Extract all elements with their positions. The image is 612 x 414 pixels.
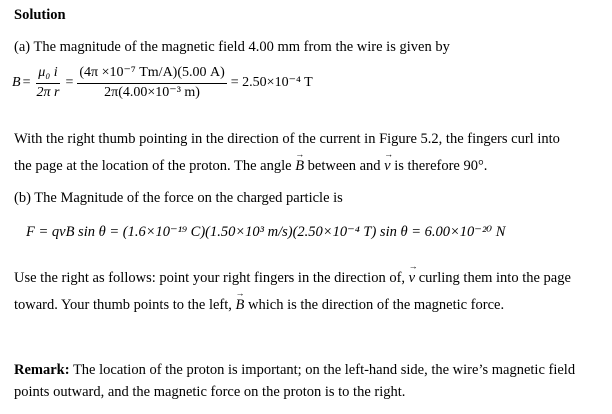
solution-heading: Solution (14, 7, 66, 23)
vector-v-symbol-2: → v (409, 270, 415, 287)
remark-label: Remark: (14, 362, 70, 378)
force-equation: F = qvB sin θ = (1.6×10⁻¹⁹ C)(1.50×10³ m/s)(2.50×10⁻⁴ T) sin θ = 6.00×10⁻²⁰ N (26, 224, 506, 240)
remark-text-1: The location of the proton is important; on the left-hand side, the wire’s magnetic field (72, 362, 576, 378)
para1-line2-b: between and (307, 158, 381, 174)
eq1-fraction-numeric (77, 65, 226, 102)
vector-b-symbol: → B (295, 158, 304, 175)
vector-b-symbol-2: → B (236, 297, 245, 314)
eq1-equals-2: = (65, 74, 74, 90)
para2-line2-a: toward. Your thumb points to the left, (14, 297, 232, 313)
para2-line1 (14, 270, 571, 287)
para1-line2-c: is therefore 90°. (394, 158, 488, 174)
eq1-frac1-denominator: 2π r (36, 84, 60, 100)
para1-line1: With the right thumb pointing in the direction of the current in Figure 5.2, the fingers curl into (14, 131, 560, 147)
remark-line2: points outward, and the magnetic force on the proton is to the right. (14, 384, 406, 400)
part-b-text: (b) The Magnitude of the force on the charged particle is (14, 190, 343, 206)
para1-line2-a: the page at the location of the proton. The angle (14, 158, 292, 174)
remark-line1 (14, 362, 575, 379)
para2-line2 (14, 297, 504, 314)
magnetic-field-equation (12, 65, 315, 102)
para1-line2 (14, 158, 487, 175)
para2-line1-b: curling them into the page (418, 270, 571, 286)
eq1-fraction-symbolic (34, 65, 61, 102)
para2-line1-a: Use the right as follows: point your right fingers in the direction of, (14, 270, 406, 286)
eq1-result: = 2.50×10⁻⁴ T (230, 74, 313, 90)
part-a-text: (a) The magnitude of the magnetic field 4.00 mm from the wire is given by (14, 39, 450, 55)
eq1-frac1-numerator: μ₀ i (36, 65, 59, 84)
eq1-lhs: B (12, 74, 21, 90)
eq1-equals: = (22, 74, 31, 90)
vector-v-symbol: → v (384, 158, 390, 175)
para2-line2-b: which is the direction of the magnetic force. (248, 297, 505, 313)
eq1-frac2-numerator: (4π ×10⁻⁷ Tm/A)(5.00 A) (77, 65, 226, 84)
eq1-frac2-denominator: 2π(4.00×10⁻³ m) (104, 84, 200, 100)
